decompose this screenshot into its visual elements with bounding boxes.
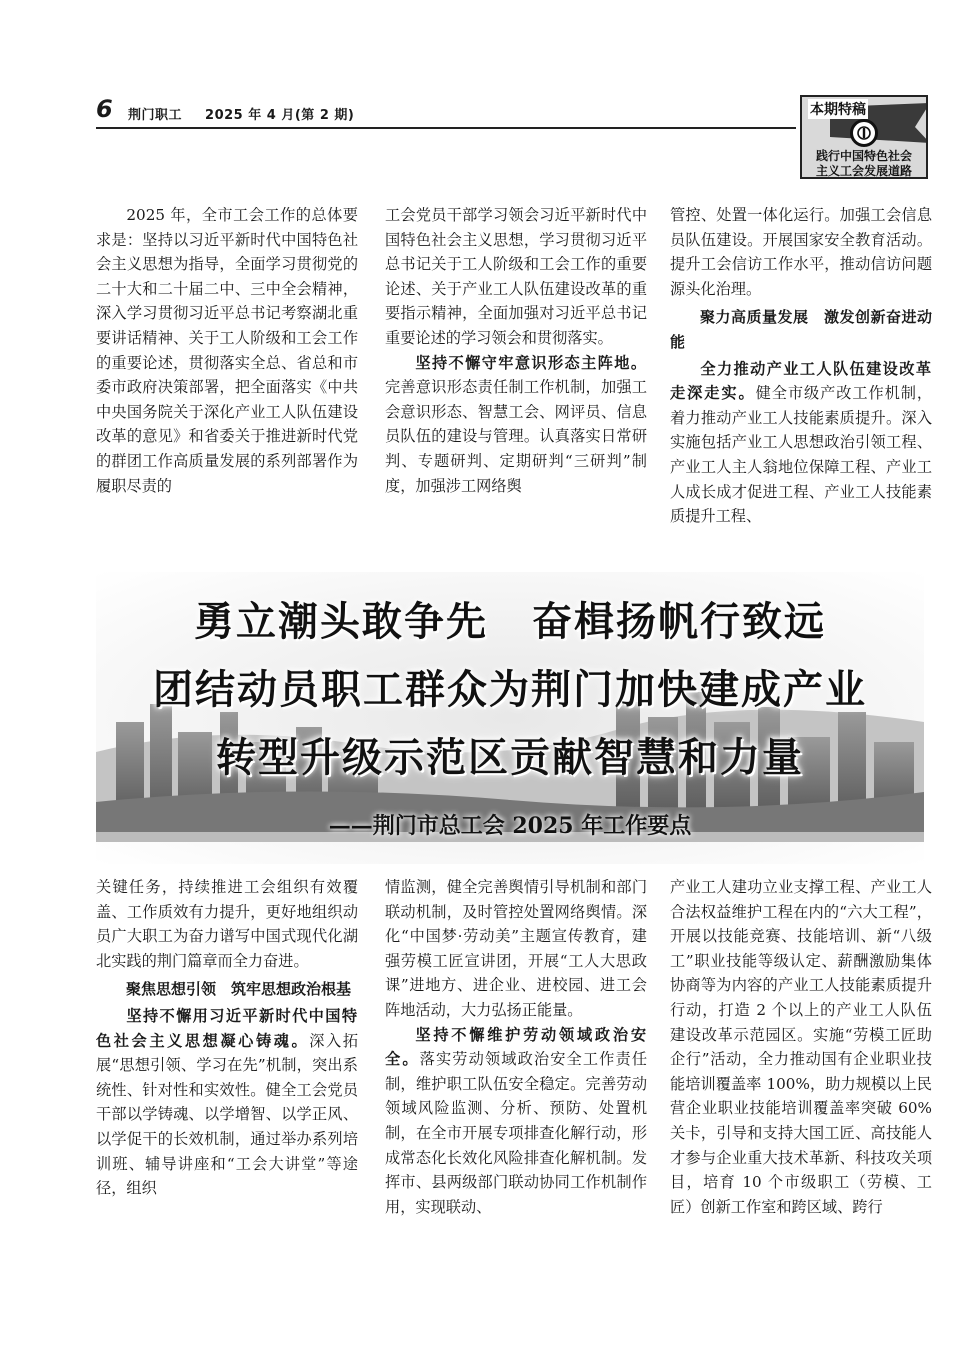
headline-line-3: 转型升级示范区贡献智慧和力量 — [216, 735, 804, 781]
paragraph: 情监测，健全完善舆情引导机制和部门联动机制，及时管控处置网络舆情。深化“中国梦·劳动美”主题宣传教育，建强劳模工匠宣讲团，开展“工人大思政课”进地方、进企业、进校园、进工会阵地活动，大力弘扬正能量。 — [385, 878, 647, 1019]
paragraph: 管控、处置一体化运行。加强工会信息员队伍建设。开展国家安全教育活动。提升工会信访工作水平，推动信访问题源头化治理。 — [670, 206, 932, 298]
paragraph-lead: 坚持不懈维护劳动领域政治安全。 — [385, 1025, 647, 1069]
paragraph: 工会党员干部学习领会习近平新时代中国特色社会主义思想，学习贯彻习近平总书记关于工人阶级和工会工作的重要论述、关于产业工人队伍建设改革的重要指示精神，全面加强对习近平总书记重要论述的学习领会和贯彻落实。 — [385, 206, 647, 347]
paragraph-lead: 坚持不懈守牢意识形态主阵地。 — [415, 353, 647, 372]
feature-badge-line1: 践行中国特色社会 — [815, 149, 912, 163]
paragraph-body: 落实劳动领域政治安全工作责任制，维护职工队伍安全稳定。完善劳动领域风险监测、分析、预防、处置机制，在全市开展专项排查化解行动，形成常态化长效化风险排查化解机制。发挥市、县两级部门联动协同工作机制作用，实现联动、 — [385, 1050, 647, 1216]
paragraph — [96, 1004, 358, 1201]
paragraph-body: 深入拓展“思想引领、学习在先”机制，突出系统性、针对性和实效性。健全工会党员干部以学铸魂、以学增智、以学正风、以学促干的长效机制，通过举办系列培训班、辅导讲座和“工会大讲堂”等途径，组织 — [96, 1031, 358, 1198]
page-header — [0, 0, 960, 178]
paragraph — [385, 1023, 647, 1220]
header-rule — [96, 127, 796, 129]
union-emblem-icon — [850, 119, 878, 147]
paragraph-lead: 坚持不懈用习近平新时代中国特色社会主义思想凝心铸魂。 — [96, 1006, 358, 1050]
headline-subtitle: ——荆门市总工会 2025 年工作要点 — [328, 813, 692, 839]
issue-date: 2025 年 4 月(第 2 期) — [205, 108, 355, 123]
paragraph — [670, 357, 932, 529]
headline-line-1 — [96, 590, 924, 647]
feature-badge-title: 本期特稿 — [808, 99, 868, 119]
paragraph: 2025 年，全市工会工作的总体要求是：坚持以习近平新时代中国特色社会主义思想为指导，全面学习贯彻党的二十大和二十届二中、三中全会精神，深入学习贯彻习近平总书记考察湖北重要讲话精神、关于工人阶级和工会工作的重要论述，贯彻落实全总、省总和市委市政府决策部署，把全面落实《中共中央国务院关于深化产业工人队伍建设改革的意见》和省委关于推进新时代党的群团工作高质量发展的系列部署作为履职尽责的 — [96, 206, 358, 495]
top-column-3 — [670, 203, 932, 553]
paragraph-lead: 全力推动产业工人队伍建设改革走深走实。 — [670, 359, 932, 403]
publication-info — [128, 104, 372, 123]
paragraph: 关键任务，持续推进工会组织有效覆盖、工作质效有力提升，更好地组织动员广大职工为奋力谱写中国式现代化湖北实践的荆门篇章而全力奋进。 — [96, 878, 358, 970]
publication-name: 荆门职工 — [128, 108, 183, 123]
paragraph — [385, 351, 647, 499]
headline-phrase-b: 奋楫扬帆行致远 — [532, 599, 826, 645]
page-number: 6 — [96, 95, 113, 123]
section-heading: 聚焦思想引领 筑牢思想政治根基 — [126, 980, 352, 999]
bottom-column-3 — [670, 875, 932, 1260]
section-heading: 聚力高质量发展 激发创新奋进动能 — [670, 308, 932, 351]
bottom-column-2 — [385, 875, 647, 1260]
top-column-2 — [385, 203, 647, 553]
bottom-column-1 — [96, 875, 358, 1260]
top-column-1 — [96, 203, 358, 553]
headline-phrase-a: 勇立潮头敢争先 — [194, 599, 488, 645]
paragraph: 产业工人建功立业支撑工程、产业工人合法权益维护工程在内的“六大工程”，开展以技能竞赛、技能培训、新“八级工”职业技能等级认定、薪酬激励集体协商等为内容的产业工人技能素质提升行动，打造 2 个以上的产业工人队伍建设改革示范园区。实施“劳模工匠助企行”活动，全力推动国有企业职业技能培训覆盖率 100%，助力规模以上民营企业职业技能培训覆盖率突破 60%关卡，引导和支持大国工匠、高技能人才参与企业重大技术革新、科技攻关项目，培育 10 个市级职工（劳模、工匠）创新工作室和跨区域、跨行 — [670, 878, 932, 1216]
paragraph-body: 健全市级产改工作机制，着力推动产业工人技能素质提升。深入实施包括产业工人思想政治引领工程、产业工人主人翁地位保障工程、产业工人成长成才促进工程、产业工人技能素质提升工程、 — [670, 384, 932, 526]
feature-badge-line2: 主义工会发展道路 — [815, 164, 912, 178]
headline-line-2: 团结动员职工群众为荆门加快建成产业 — [153, 667, 867, 713]
headline-banner — [96, 572, 924, 864]
feature-badge — [800, 95, 928, 179]
paragraph-body: 完善意识形态责任制工作机制，加强工会意识形态、智慧工会、网评员、信息员队伍的建设与管理。认真落实日常研判、专题研判、定期研判“三研判”制度，加强涉工网络舆 — [385, 378, 647, 495]
